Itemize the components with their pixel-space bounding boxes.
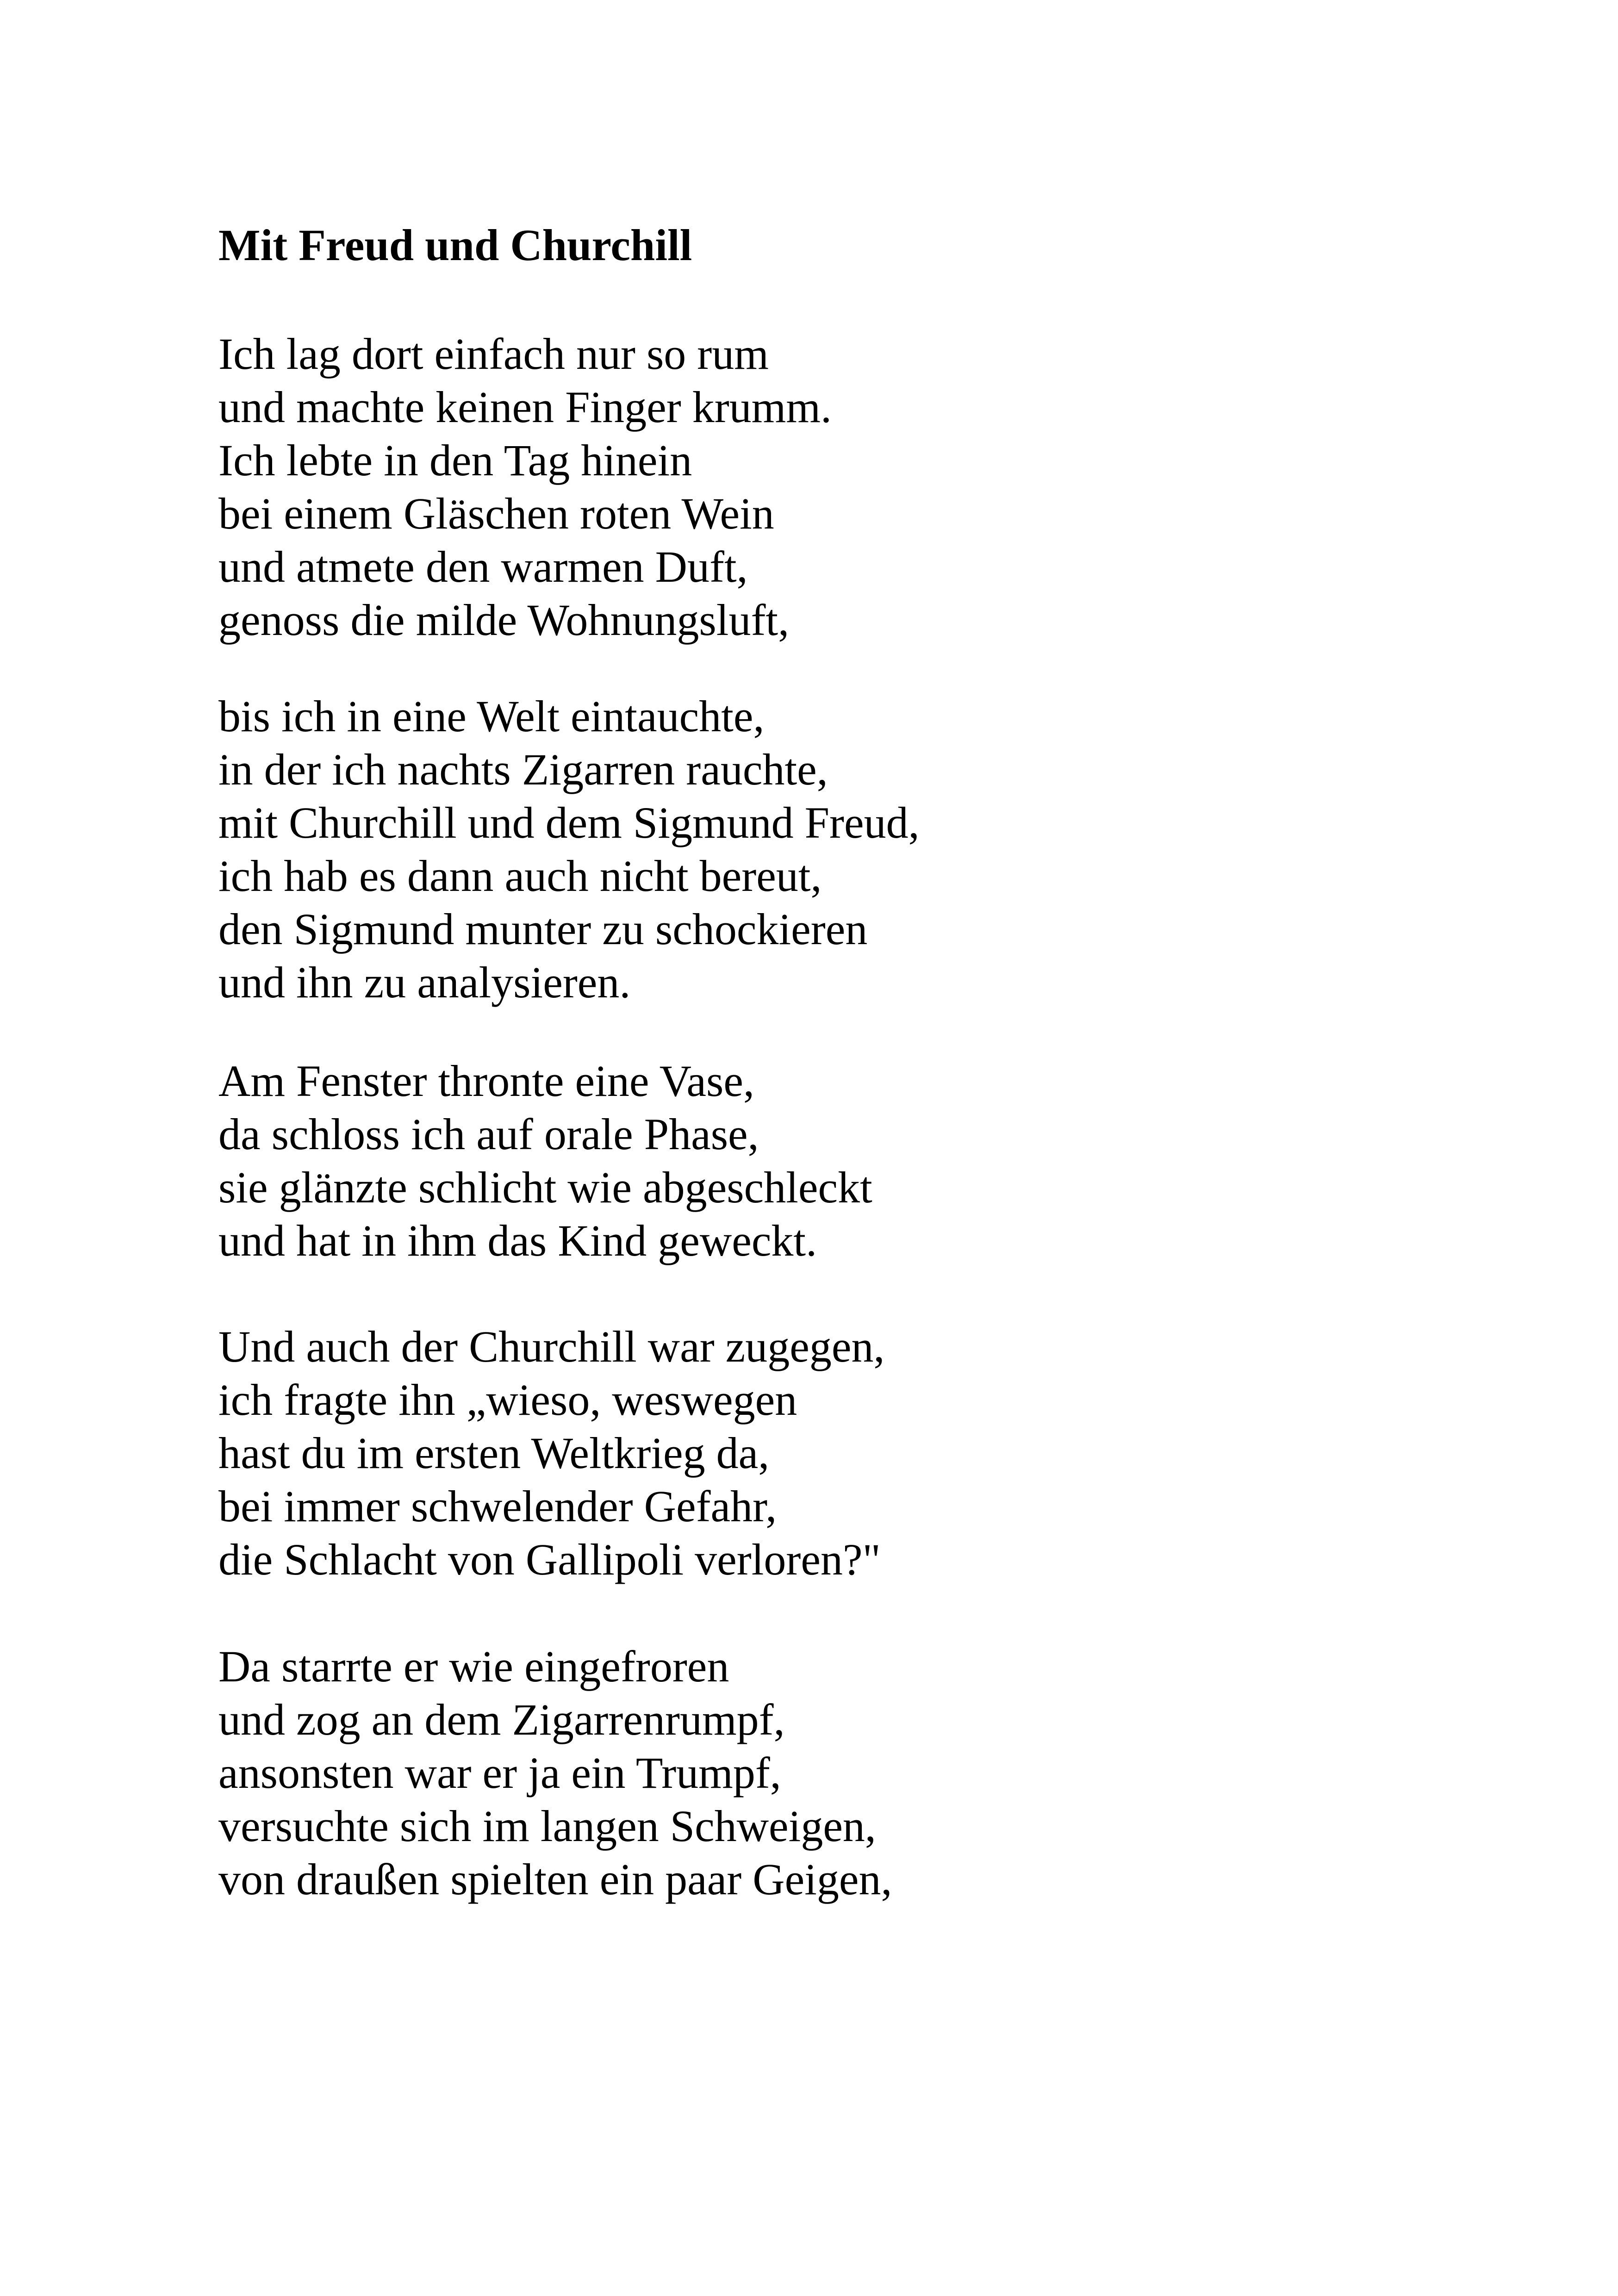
poem-line: versuchte sich im langen Schweigen, (218, 1801, 876, 1851)
poem-line: Ich lebte in den Tag hinein (218, 436, 692, 485)
poem-line: von draußen spielten ein paar Geigen, (218, 1854, 892, 1904)
poem-line: mit Churchill und dem Sigmund Freud, (218, 798, 920, 847)
poem-line: und hat in ihm das Kind geweckt. (218, 1216, 817, 1265)
stanza-2 (218, 690, 920, 1009)
poem-line: bei immer schwelender Gefahr, (218, 1481, 777, 1531)
poem-line: und machte keinen Finger krumm. (218, 382, 832, 432)
poem-line: die Schlacht von Gallipoli verloren?" (218, 1535, 881, 1584)
poem-line: und atmete den warmen Duft, (218, 542, 748, 591)
poem-line: da schloss ich auf orale Phase, (218, 1109, 759, 1159)
poem-line: Da starrte er wie eingefroren (218, 1642, 729, 1691)
poem-line: bei einem Gläschen roten Wein (218, 489, 774, 538)
poem-line: den Sigmund munter zu schockieren (218, 904, 868, 954)
poem-line: in der ich nachts Zigarren rauchte, (218, 745, 828, 794)
poem-line: Am Fenster thronte eine Vase, (218, 1056, 754, 1106)
poem-line: und ihn zu analysieren. (218, 958, 631, 1007)
poem-line: sie glänzte schlicht wie abgeschleckt (218, 1163, 872, 1212)
poem-line: ich hab es dann auch nicht bereut, (218, 851, 822, 901)
poem-line: ansonsten war er ja ein Trumpf, (218, 1748, 781, 1798)
poem-line: genoss die milde Wohnungsluft, (218, 595, 790, 645)
stanza-1 (218, 327, 832, 647)
stanza-4 (218, 1320, 884, 1586)
poem-line: und zog an dem Zigarrenrumpf, (218, 1695, 785, 1744)
stanza-3 (218, 1054, 872, 1267)
poem-line: Und auch der Churchill war zugegen, (218, 1322, 885, 1371)
poem-title: Mit Freud und Churchill (218, 220, 692, 270)
poem-line: Ich lag dort einfach nur so rum (218, 329, 769, 379)
stanza-5 (218, 1640, 892, 1906)
poem-line: ich fragte ihn „wieso, weswegen (218, 1375, 797, 1425)
poem-line: bis ich in eine Welt eintauchte, (218, 691, 765, 741)
poem-line: hast du im ersten Weltkrieg da, (218, 1428, 770, 1478)
